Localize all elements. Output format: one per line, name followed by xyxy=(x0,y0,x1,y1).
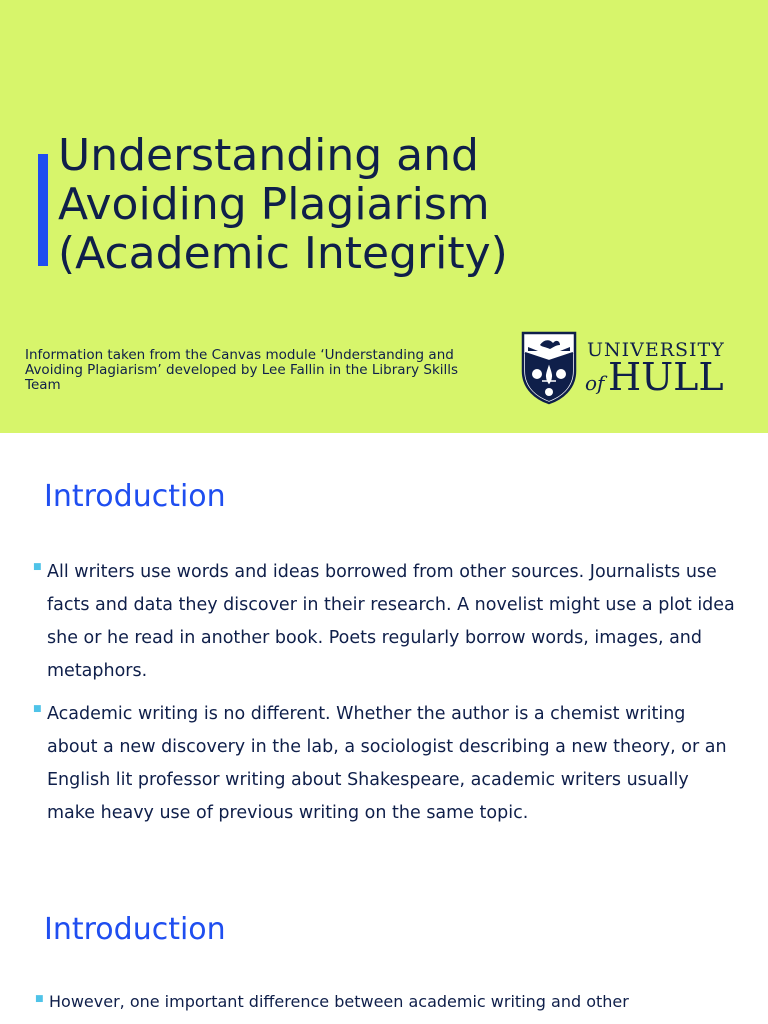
source-note: Information taken from the Canvas module ‘Understanding and Avoiding Plagiarism’ developed by Lee Fallin in the Library Skills Team xyxy=(25,347,459,393)
university-crest-icon xyxy=(520,331,578,405)
list-item xyxy=(0,556,737,688)
list-item xyxy=(0,698,737,830)
title-accent-bar xyxy=(38,154,48,266)
bullet-text: However, one important difference between academic writing and other xyxy=(49,992,629,1011)
presentation-title: Understanding and Avoiding Plagiarism (Academic Integrity) xyxy=(58,130,508,279)
square-bullet-icon: ■ xyxy=(35,994,44,1004)
bullet-text: Academic writing is no different. Whether the author is a chemist writing about a new discovery in the lab, a sociologist describing a new theory, or an English lit professor writing about Shakespeare, academic writers usually make heavy use of previous writing on the same topic. xyxy=(47,704,727,823)
university-logo xyxy=(520,331,730,405)
bullet-text: All writers use words and ideas borrowed from other sources. Journalists use facts and data they discover in their research. A novelist might use a plot idea she or he read in another book. Poets regularly borrow words, images, and metaphors. xyxy=(47,562,735,681)
title-slide xyxy=(0,0,768,433)
square-bullet-icon: ■ xyxy=(33,704,42,714)
bullet-list xyxy=(0,556,737,840)
logo-university-text: UNIVERSITY xyxy=(587,339,725,361)
slide-heading: Introduction xyxy=(44,912,226,947)
logo-hull-text: HULL xyxy=(608,355,724,399)
list-item xyxy=(0,992,739,1012)
slide-heading: Introduction xyxy=(44,479,226,514)
logo-of-text: of xyxy=(585,371,605,395)
bullet-list xyxy=(0,992,739,1012)
square-bullet-icon: ■ xyxy=(33,562,42,572)
